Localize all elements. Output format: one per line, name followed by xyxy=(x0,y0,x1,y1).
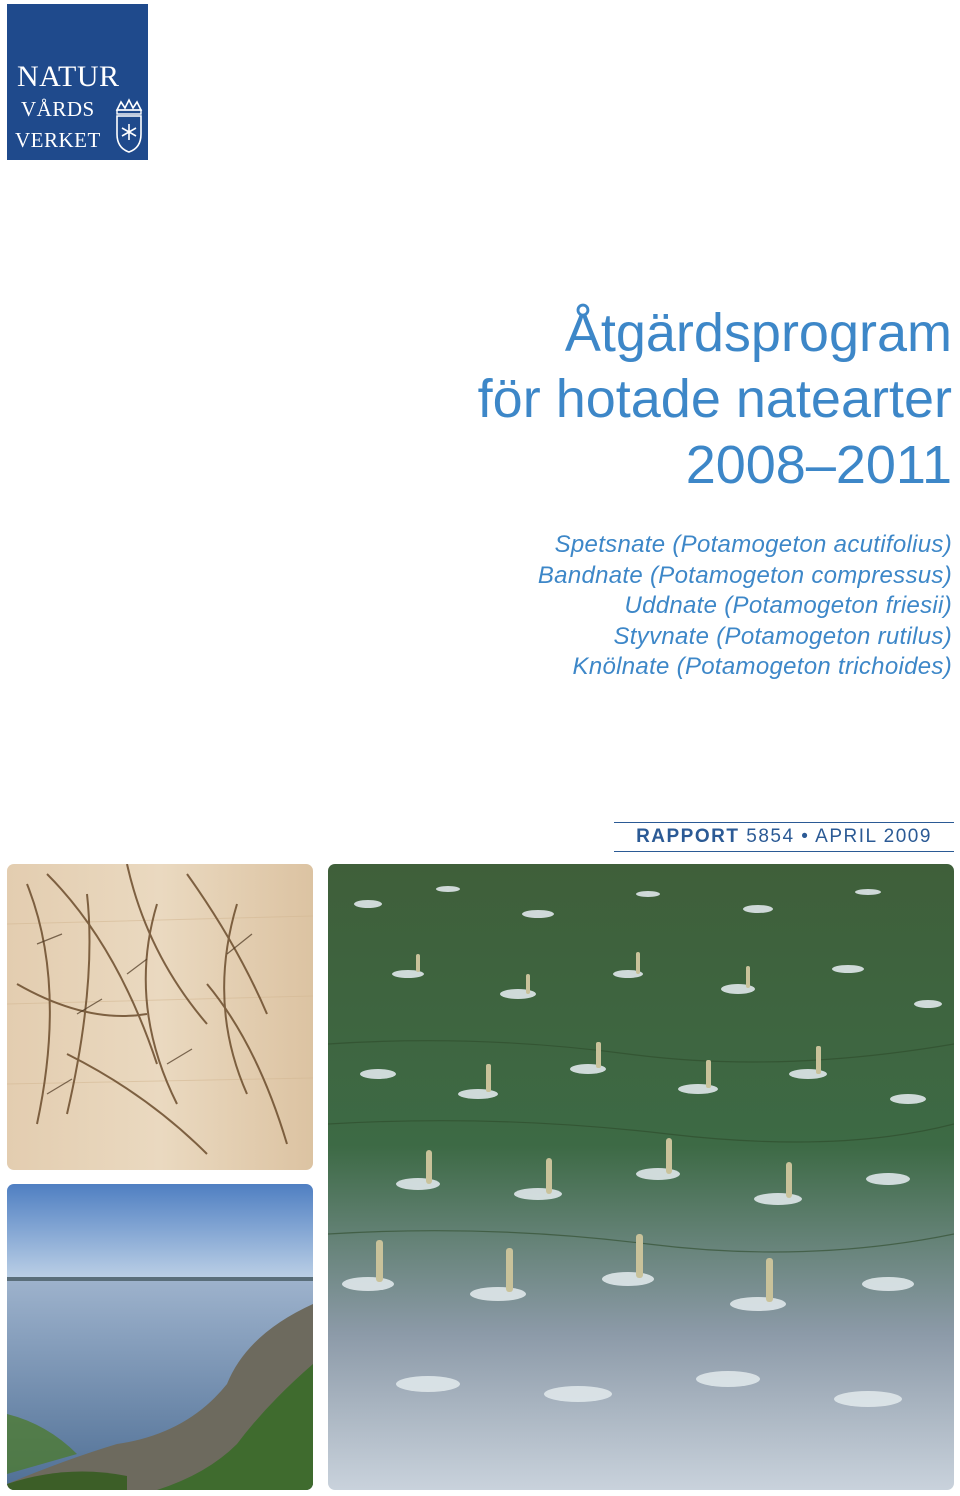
title-line-2: för hotade natearter xyxy=(477,369,952,429)
species-list xyxy=(538,530,952,683)
report-label: RAPPORT xyxy=(636,826,740,847)
crown-crest-icon xyxy=(113,96,145,154)
report-number-date: 5854 • APRIL 2009 xyxy=(746,826,932,847)
species-item: Spetsnate (Potamogeton acutifolius) xyxy=(554,531,952,558)
logo-line-3: VERKET xyxy=(15,128,101,152)
species-item: Bandnate (Potamogeton compressus) xyxy=(537,561,952,589)
species-item: Knölnate (Potamogeton trichoides) xyxy=(572,653,952,680)
report-title xyxy=(478,300,952,498)
title-line-1: Åtgärdsprogram xyxy=(564,303,952,363)
lake-shore-photo xyxy=(7,1184,313,1490)
title-line-3: 2008–2011 xyxy=(685,435,952,495)
report-number-bar xyxy=(614,822,954,852)
species-item: Uddnate (Potamogeton friesii) xyxy=(624,592,952,619)
pondweed-specimen-photo xyxy=(7,864,313,1170)
species-item: Styvnate (Potamogeton rutilus) xyxy=(613,622,952,650)
naturvardsverket-logo xyxy=(7,4,148,160)
logo-line-1: NATUR xyxy=(17,60,120,93)
logo-line-2: VÅRDS xyxy=(21,97,95,121)
flowering-pondweed-water-photo xyxy=(328,864,954,1490)
